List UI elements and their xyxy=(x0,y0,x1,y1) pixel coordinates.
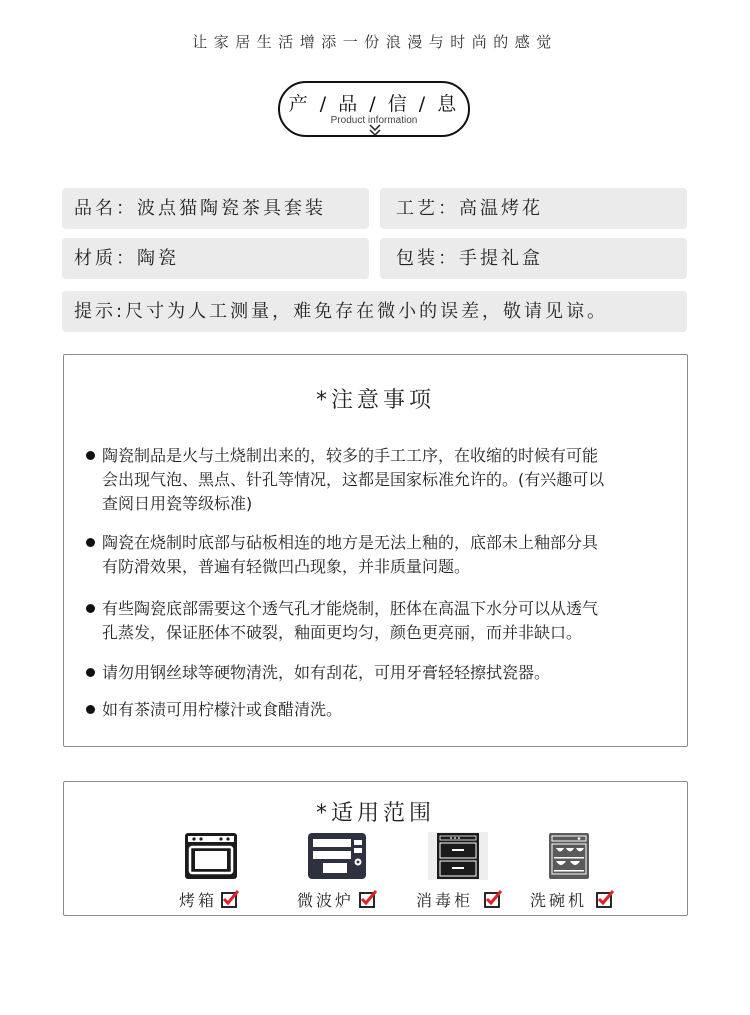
notice-item-line: 陶瓷制品是火与土烧制出来的，较多的手工工序，在收缩的时候有可能 xyxy=(102,446,599,465)
bullet-icon xyxy=(86,668,95,677)
usage-title: *适用范围 xyxy=(315,801,435,826)
bullet-icon xyxy=(86,604,95,613)
tagline: 让家居生活增添一份浪漫与时尚的感觉 xyxy=(192,33,558,51)
notice-item xyxy=(86,531,676,579)
bullet-icon xyxy=(86,451,95,460)
notice-item xyxy=(86,597,676,645)
info-packaging: 包装：手提礼盒 xyxy=(380,238,687,279)
notice-item-line: 会出现气泡、黑点、针孔等情况，这都是国家标准允许的。(有兴趣可以 xyxy=(102,470,605,489)
bullet-icon xyxy=(86,705,95,714)
dishwasher-icon xyxy=(548,832,590,880)
notice-item xyxy=(86,444,676,516)
info-material: 材质：陶瓷 xyxy=(62,238,369,279)
section-header xyxy=(278,81,470,137)
notice-item-line: 陶瓷在烧制时底部与砧板相连的地方是无法上釉的，底部未上釉部分具 xyxy=(102,533,599,552)
checkbox-checked-icon xyxy=(484,890,502,908)
disinfection-cabinet-icon xyxy=(428,832,488,880)
checkbox-checked-icon xyxy=(221,890,239,908)
appliance-label: 洗碗机 xyxy=(530,891,588,910)
appliance-label: 烤箱 xyxy=(179,891,218,910)
info-product-name: 品名：波点猫陶瓷茶具套装 xyxy=(62,188,369,229)
appliance-label: 微波炉 xyxy=(297,891,355,910)
section-header-subtitle: Product information xyxy=(330,115,418,126)
notice-item-line: 有防滑效果，普遍有轻微凹凸现象，并非质量问题。 xyxy=(102,557,471,576)
appliance-label: 消毒柜 xyxy=(416,891,474,910)
oven-icon xyxy=(184,832,238,880)
notice-item-line: 如有茶渍可用柠檬汁或食醋清洗。 xyxy=(102,700,343,719)
usage-panel xyxy=(63,781,688,916)
checkbox-checked-icon xyxy=(596,890,614,908)
checkbox-checked-icon xyxy=(359,890,377,908)
microwave-icon xyxy=(307,832,367,880)
section-header-title: 产 / 品 / 信 / 息 xyxy=(288,93,460,115)
double-chevron-down-icon xyxy=(368,123,382,137)
info-craft: 工艺：高温烤花 xyxy=(380,188,687,229)
notice-item-line: 有些陶瓷底部需要这个透气孔才能烧制，胚体在高温下水分可以从透气 xyxy=(102,599,599,618)
info-tip: 提示:尺寸为人工测量，难免存在微小的误差，敬请见谅。 xyxy=(62,291,687,332)
notice-item xyxy=(86,698,676,722)
bullet-icon xyxy=(86,538,95,547)
notice-title: *注意事项 xyxy=(315,388,435,413)
notice-item-line: 请勿用钢丝球等硬物清洗，如有刮花，可用牙膏轻轻擦拭瓷器。 xyxy=(102,663,551,682)
notice-item-line: 孔蒸发，保证胚体不破裂，釉面更均匀，颜色更亮丽，而并非缺口。 xyxy=(102,623,583,642)
notice-item-line: 查阅日用瓷等级标准) xyxy=(102,494,253,513)
notice-panel xyxy=(63,354,688,747)
notice-item xyxy=(86,661,676,685)
